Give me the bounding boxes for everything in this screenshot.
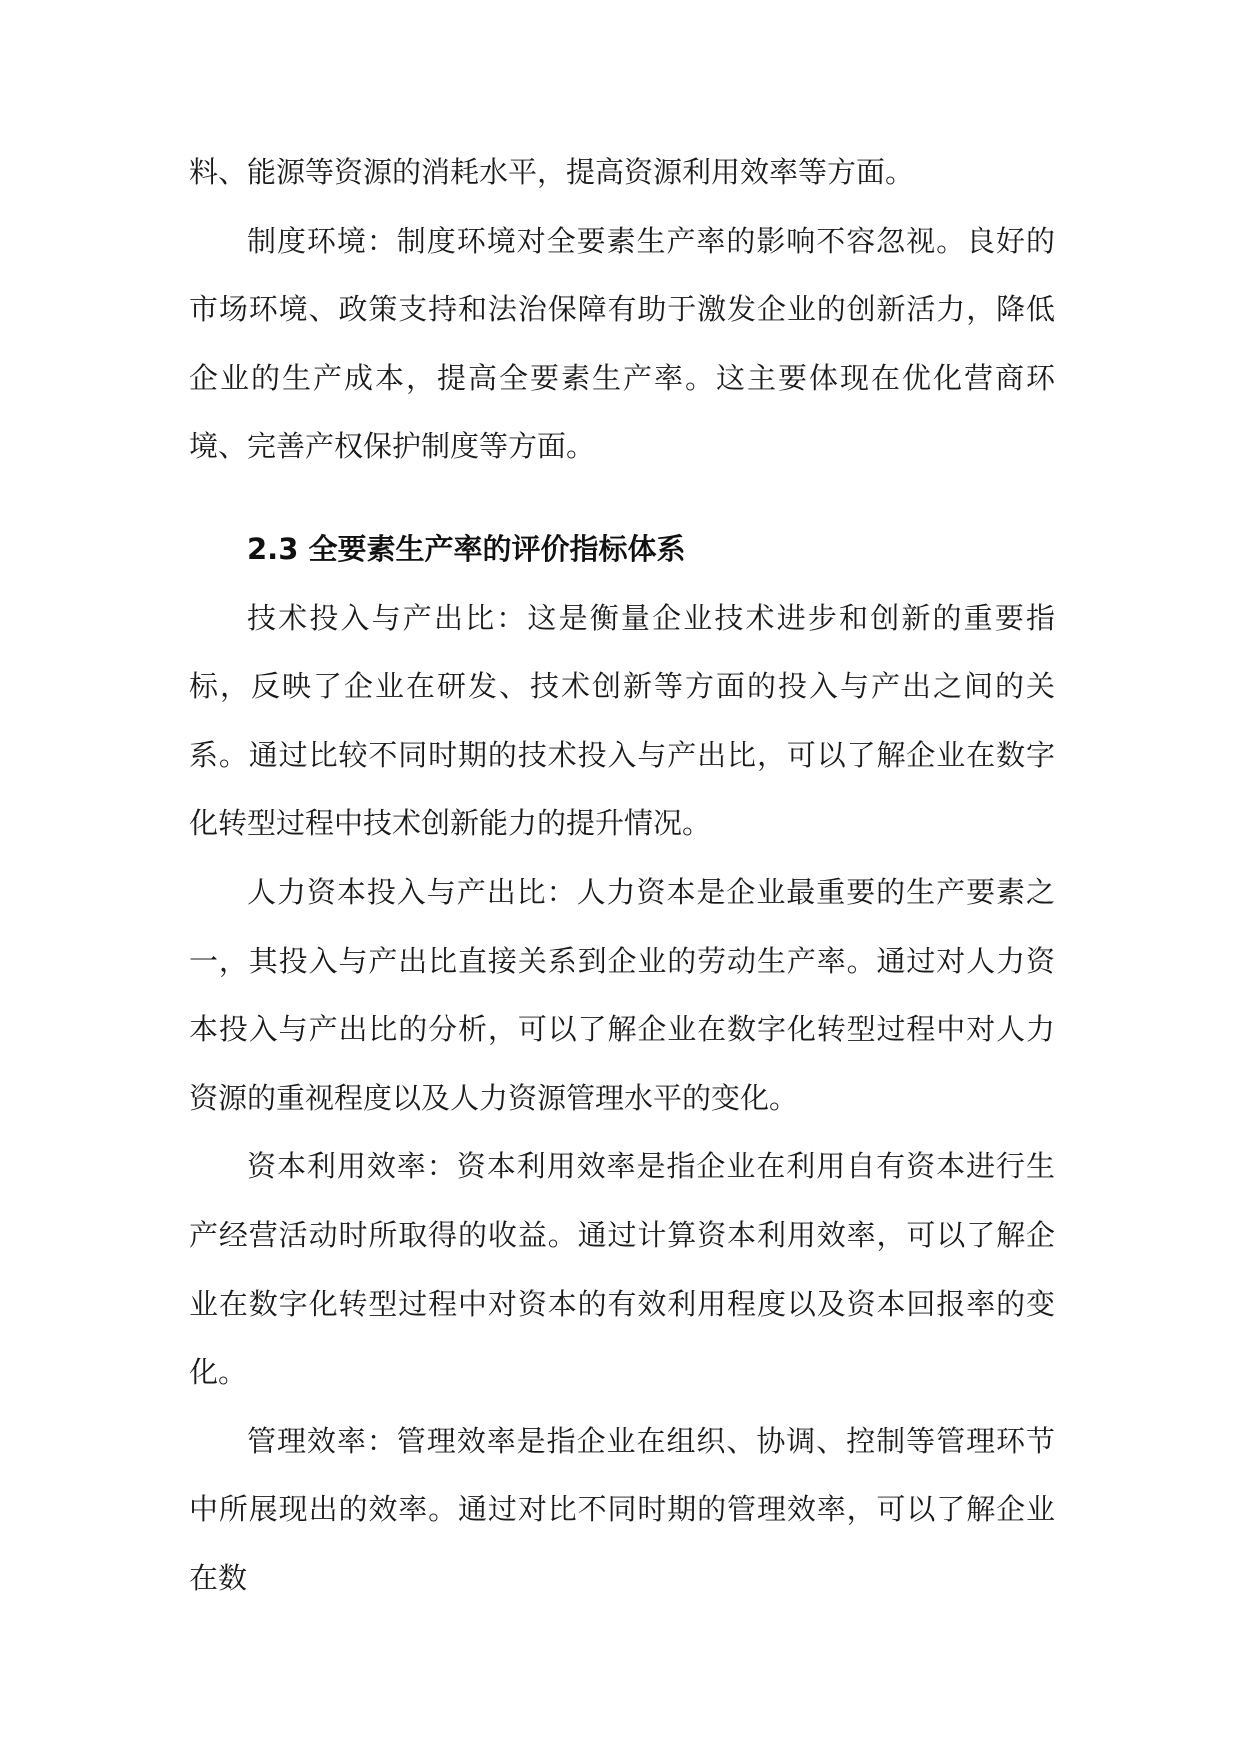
section-spacer xyxy=(189,481,1055,515)
paragraph-management-efficiency: 管理效率：管理效率是指企业在组织、协调、控制等管理环节中所展现出的效率。通过对比不同时期的管理效率，可以了解企业在数 xyxy=(189,1423,1055,1595)
paragraph-capital-efficiency: 资本利用效率：资本利用效率是指企业在利用自有资本进行生产经营活动时所取得的收益。通过计算资本利用效率，可以了解企业在数字化转型过程中对资本的有效利用程度以及资本回报率的变化。 xyxy=(189,1149,1055,1390)
paragraph-institutional-environment: 制度环境：制度环境对全要素生产率的影响不容忽视。良好的市场环境、政策支持和法治保障有助于激发企业的创新活力，降低企业的生产成本，提高全要素生产率。这主要体现在优化营商环境、完善产权保护制度等方面。 xyxy=(189,223,1055,464)
paragraph-continued: 料、能源等资源的消耗水平，提高资源利用效率等方面。 xyxy=(189,155,915,189)
paragraph-tech-input-output: 技术投入与产出比：这是衡量企业技术进步和创新的重要指标，反映了企业在研发、技术创新等方面的投入与产出之间的关系。通过比较不同时期的技术投入与产出比，可以了解企业在数字化转型过程中技术创新能力的提升情况。 xyxy=(189,600,1055,841)
paragraph-human-capital: 人力资本投入与产出比：人力资本是企业最重要的生产要素之一，其投入与产出比直接关系到企业的劳动生产率。通过对人力资本投入与产出比的分析，可以了解企业在数字化转型过程中对人力资源的重视程度以及人力资源管理水平的变化。 xyxy=(189,874,1055,1115)
document-body xyxy=(189,138,1055,1612)
section-heading: 2.3 全要素生产率的评价指标体系 xyxy=(247,531,686,566)
